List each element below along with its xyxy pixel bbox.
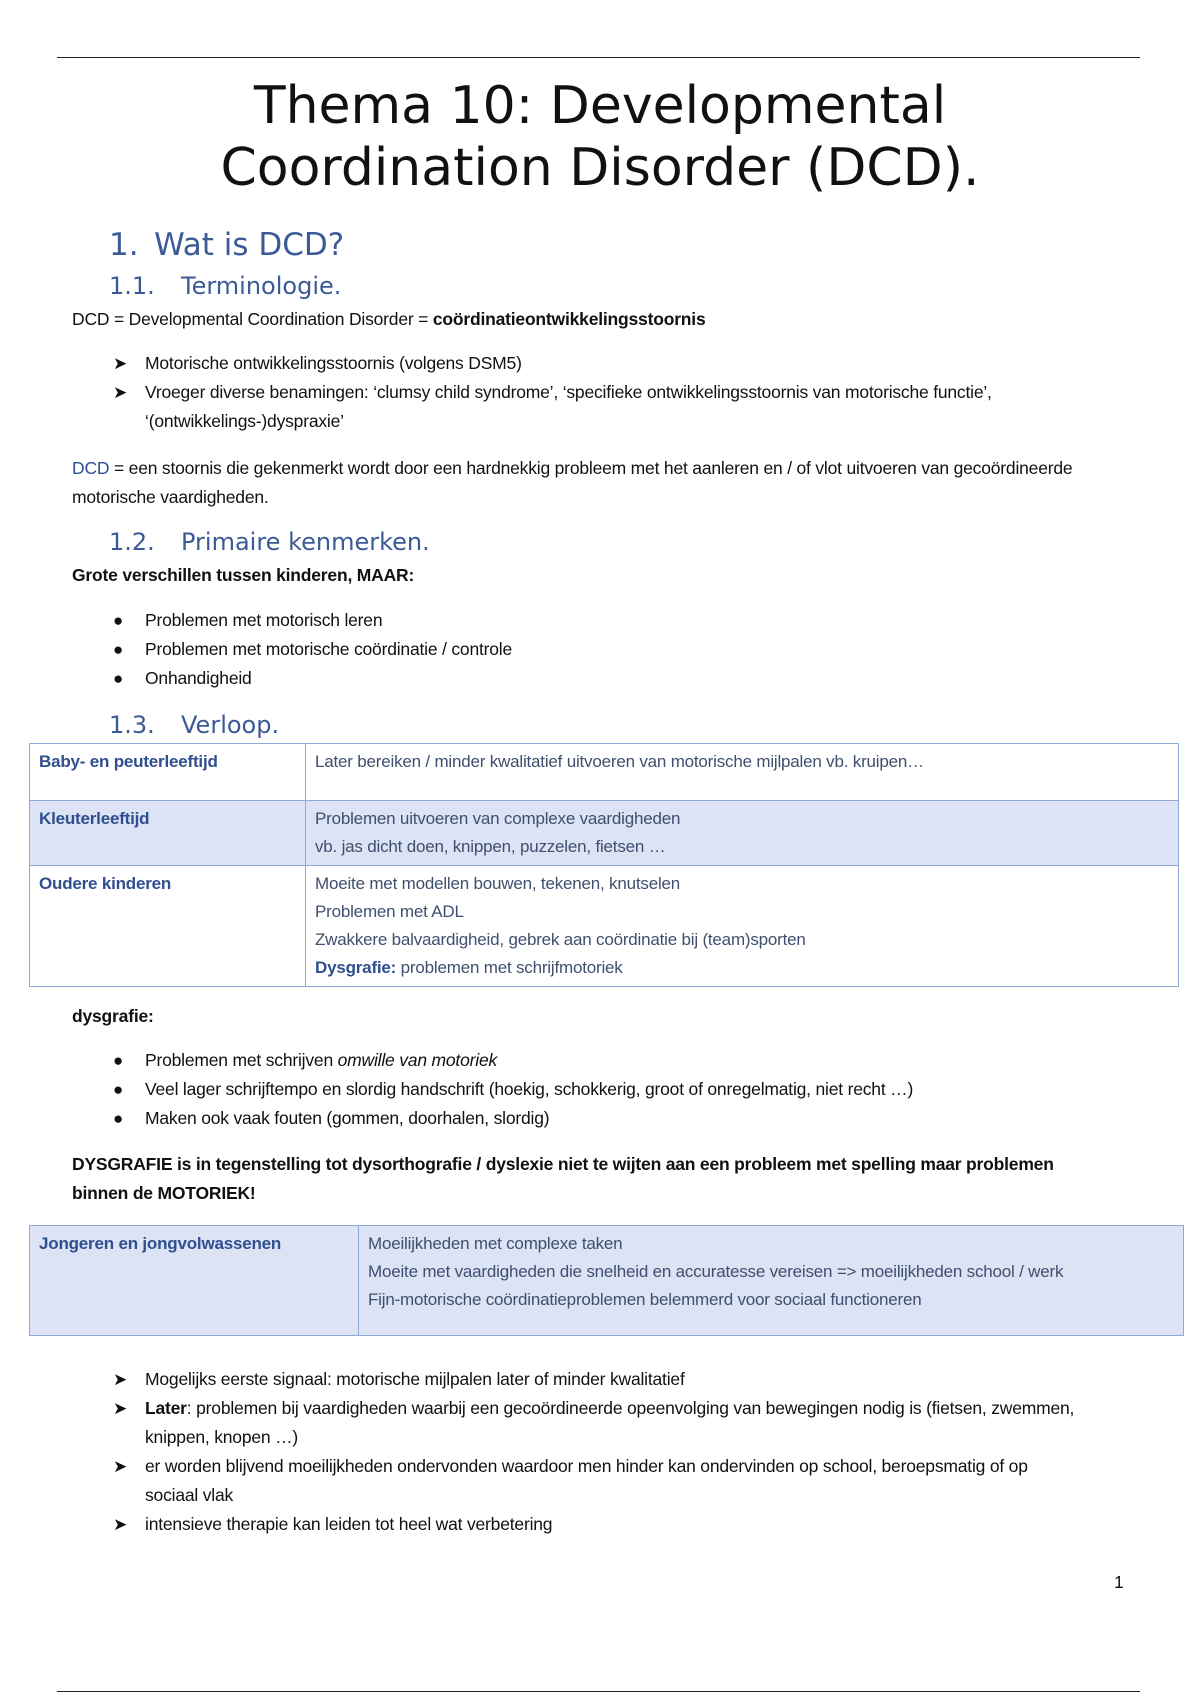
verloop-table bbox=[29, 743, 1179, 987]
cell-line: Zwakkere balvaardigheid, gebrek aan coördinatie bij (team)sporten bbox=[315, 930, 806, 949]
heading-text: Primaire kenmerken. bbox=[181, 528, 430, 556]
top-rule bbox=[57, 57, 1140, 58]
list-item: Vroeger diverse benamingen: ‘clumsy child syndrome’, ‘specifieke ontwikkelingsstoornis van motorische functie’, ‘(ontwikkelings-)dyspraxie’ bbox=[145, 382, 992, 431]
bullet-icon: ● bbox=[113, 1080, 124, 1099]
row-label: Baby- en peuterleeftijd bbox=[30, 744, 306, 801]
dcd-label: DCD bbox=[72, 458, 110, 478]
cell-line: Problemen met ADL bbox=[315, 902, 464, 921]
cell-line: Moeite met vaardigheden die snelheid en accuratesse vereisen => moeilijkheden school / werk bbox=[368, 1262, 1064, 1281]
arrow-bullet-icon: ➤ bbox=[113, 354, 128, 373]
heading-text: Terminologie. bbox=[181, 272, 342, 300]
table-row bbox=[30, 866, 1179, 987]
table-row bbox=[30, 801, 1179, 866]
cell-line: Problemen uitvoeren van complexe vaardigheden bbox=[315, 809, 681, 828]
jongeren-table bbox=[29, 1225, 1184, 1336]
bullet-icon: ● bbox=[113, 669, 124, 688]
dysgrafie-heading: dysgrafie: bbox=[72, 1006, 154, 1026]
cell-line: vb. jas dicht doen, knippen, puzzelen, fietsen … bbox=[315, 837, 666, 856]
list-item: Onhandigheid bbox=[145, 668, 252, 688]
list-item bbox=[145, 1394, 1075, 1452]
row-label: Kleuterleeftijd bbox=[30, 801, 306, 866]
row-content bbox=[306, 866, 1179, 987]
dcd-text: = een stoornis die gekenmerkt wordt door een hardnekkig probleem met het aanleren en / of vlot uitvoeren van gecoördineerde motorische vaardigheden. bbox=[72, 458, 1073, 507]
list-item: intensieve therapie kan leiden tot heel wat verbetering bbox=[145, 1514, 553, 1534]
definition-bold: coördinatieontwikkelingsstoornis bbox=[432, 309, 706, 329]
table-row bbox=[30, 1226, 1184, 1336]
title-line-1: Thema 10: Developmental bbox=[253, 76, 947, 136]
row-content bbox=[306, 744, 1179, 801]
cell-line: Later bereiken / minder kwalitatief uitvoeren van motorische mijlpalen vb. kruipen… bbox=[315, 752, 924, 771]
list-item bbox=[145, 1046, 1095, 1075]
kenmerken-intro: Grote verschillen tussen kinderen, MAAR: bbox=[72, 565, 415, 585]
dysgrafie-label: Dysgrafie: bbox=[315, 958, 397, 977]
row-content bbox=[359, 1226, 1184, 1336]
cell-line: Fijn-motorische coördinatieproblemen belemmerd voor sociaal functioneren bbox=[368, 1290, 922, 1309]
dcd-definition bbox=[72, 454, 1102, 512]
table-row bbox=[30, 744, 1179, 801]
arrow-bullet-icon: ➤ bbox=[113, 1370, 128, 1389]
row-label: Oudere kinderen bbox=[30, 866, 306, 987]
item-bold: Later bbox=[145, 1398, 187, 1418]
heading-number: 1.3. bbox=[109, 711, 155, 739]
arrow-bullet-icon: ➤ bbox=[113, 1399, 128, 1418]
bullet-icon: ● bbox=[113, 1051, 124, 1070]
cell-line: Moeilijkheden met complexe taken bbox=[368, 1234, 623, 1253]
list-item: Motorische ontwikkelingsstoornis (volgens DSM5) bbox=[145, 353, 522, 373]
heading-1-2 bbox=[109, 528, 430, 556]
heading-1-1 bbox=[109, 272, 341, 300]
item-text: Problemen met schrijven bbox=[145, 1050, 338, 1070]
bullet-icon: ● bbox=[113, 611, 124, 630]
heading-1-3 bbox=[109, 711, 279, 739]
list-item: Problemen met motorisch leren bbox=[145, 610, 383, 630]
list-item: Problemen met motorische coördinatie / controle bbox=[145, 639, 513, 659]
dysgrafie-text: problemen met schrijfmotoriek bbox=[396, 958, 623, 977]
heading-number: 1.1. bbox=[109, 272, 155, 300]
list-item: er worden blijvend moeilijkheden ondervonden waardoor men hinder kan ondervinden op school, beroepsmatig of op sociaal vlak bbox=[145, 1456, 1028, 1505]
document-title bbox=[0, 75, 1200, 199]
bullet-icon: ● bbox=[113, 1109, 124, 1128]
list-item: Maken ook vaak fouten (gommen, doorhalen, slordig) bbox=[145, 1108, 550, 1128]
row-content bbox=[306, 801, 1179, 866]
bullet-icon: ● bbox=[113, 640, 124, 659]
arrow-bullet-icon: ➤ bbox=[113, 383, 128, 402]
bottom-rule bbox=[57, 1691, 1140, 1692]
list-item: Veel lager schrijftempo en slordig handschrift (hoekig, schokkerig, groot of onregelmatig, niet recht …) bbox=[145, 1079, 914, 1099]
page-number: 1 bbox=[1114, 1572, 1124, 1592]
heading-number: 1.2. bbox=[109, 528, 155, 556]
dysgrafie-note: DYSGRAFIE is in tegenstelling tot dysorthografie / dyslexie niet te wijten aan een probleem met spelling maar problemen binnen de MOTORIEK! bbox=[72, 1154, 1054, 1203]
list-item: Mogelijks eerste signaal: motorische mijlpalen later of minder kwalitatief bbox=[145, 1369, 685, 1389]
cell-line: Moeite met modellen bouwen, tekenen, knutselen bbox=[315, 874, 681, 893]
heading-1: 1. Wat is DCD? bbox=[109, 227, 345, 263]
row-label: Jongeren en jongvolwassenen bbox=[30, 1226, 359, 1336]
item-italic: omwille van motoriek bbox=[337, 1050, 498, 1070]
arrow-bullet-icon: ➤ bbox=[113, 1515, 128, 1534]
arrow-bullet-icon: ➤ bbox=[113, 1457, 128, 1476]
item-text: : problemen bij vaardigheden waarbij een gecoördineerde opeenvolging van bewegingen nodig is (fietsen, zwemmen, knippen, knopen …) bbox=[145, 1398, 1075, 1447]
cell-line bbox=[315, 954, 1169, 982]
definition-line bbox=[72, 305, 706, 334]
heading-text: Verloop. bbox=[181, 711, 280, 739]
definition-prefix: DCD = Developmental Coordination Disorder = bbox=[72, 309, 433, 329]
title-line-2: Coordination Disorder (DCD). bbox=[220, 138, 980, 198]
